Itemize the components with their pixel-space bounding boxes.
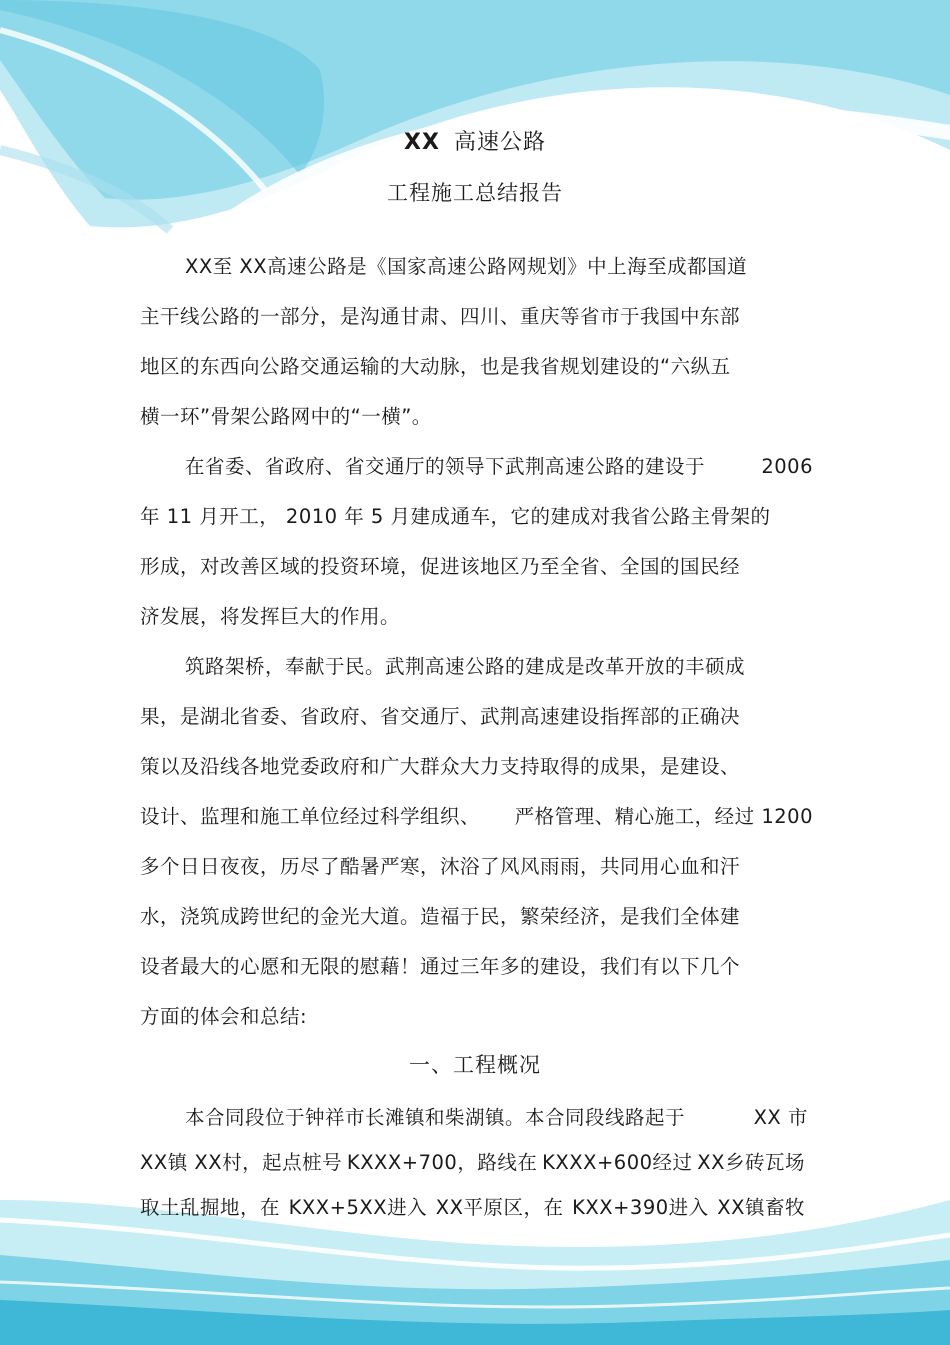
text-segment: 筑路架桥，奉献于民。武荆高速公路的建成是改革开放的丰硕成 (185, 655, 746, 678)
text-segment: XX镇畜牧 (717, 1196, 805, 1219)
paragraph-line (140, 801, 813, 833)
text-segment: XX乡砖瓦场 (697, 1151, 805, 1174)
paragraph-line (185, 651, 813, 683)
text-segment: 年 11 月开工， 2010 年 5 月建成通车，它的建成对我省公路主骨架的 (140, 505, 771, 528)
title-main: 高速公路 (453, 130, 546, 155)
text-segment: 方面的体会和总结: (140, 1005, 308, 1028)
text-segment: 形成，对改善区域的投资环境，促进该地区乃至全省、全国的国民经 (140, 555, 741, 578)
text-segment: 严格管理、精心施工，经过 1200 (514, 805, 813, 828)
section-heading: 一、工程概况 (409, 1053, 541, 1077)
paragraph-line (185, 1102, 808, 1134)
paragraph-line (140, 551, 820, 583)
text-segment: XX 市 (753, 1106, 808, 1129)
document-subtitle: 工程施工总结报告 (387, 181, 563, 205)
paragraph-line (140, 1001, 820, 1033)
document-title (0, 126, 950, 160)
text-segment: 2006 (761, 455, 813, 478)
text-segment: 横一环”骨架公路网中的“一横”。 (140, 405, 432, 428)
text-segment: 本合同段位于钟祥市长滩镇和柴湖镇。本合同段线路起于 (185, 1106, 686, 1129)
text-segment: 多个日日夜夜，历尽了酷暑严寒，沐浴了风风雨雨，共同用心血和汗 (140, 855, 741, 878)
paragraph-line (140, 351, 820, 383)
text-segment: KXXX+600经过 (542, 1151, 693, 1174)
paragraph-line (140, 401, 820, 433)
text-segment: KXX+390进入 (572, 1196, 709, 1219)
paragraph-line (140, 501, 820, 533)
title-prefix: XX (404, 130, 440, 155)
text-segment: XX平原区，在 (435, 1196, 564, 1219)
text-segment: XX镇 XX村，起点桩号 (140, 1151, 343, 1174)
text-segment: 取土乱掘地，在 (140, 1196, 281, 1219)
paragraph-line (140, 1192, 805, 1224)
text-segment: 主干线公路的一部分，是沟通甘肃、四川、重庆等省市于我国中东部 (140, 305, 741, 328)
paragraph-line (140, 951, 820, 983)
paragraph-line (140, 301, 820, 333)
text-segment: 在省委、省政府、省交通厅的领导下武荆高速公路的建设于 (185, 455, 706, 478)
text-segment: 水，浇筑成跨世纪的金光大道。造福于民，繁荣经济，是我们全体建 (140, 905, 741, 928)
paragraph-line (140, 751, 820, 783)
text-segment: 济发展，将发挥巨大的作用。 (140, 605, 401, 628)
paragraph-line (140, 601, 820, 633)
text-segment: 地区的东西向公路交通运输的大动脉，也是我省规划建设的“六纵五 (140, 355, 731, 378)
text-segment: 设者最大的心愿和无限的慰藉！通过三年多的建设，我们有以下几个 (140, 955, 741, 978)
paragraph-line (185, 251, 813, 283)
paragraph-line (140, 851, 820, 883)
text-segment: KXXX+700，路线在 (346, 1151, 538, 1174)
paragraph-line (140, 901, 820, 933)
paragraph-line (185, 451, 813, 483)
text-segment: 策以及沿线各地党委政府和广大群众大力支持取得的成果，是建设、 (140, 755, 741, 778)
paragraph-line (140, 701, 820, 733)
text-segment: XX至 XX高速公路是《国家高速公路网规划》中上海至成都国道 (185, 255, 748, 278)
text-segment: 设计、监理和施工单位经过科学组织、 (140, 805, 481, 828)
text-segment: 果，是湖北省委、省政府、省交通厅、武荆高速建设指挥部的正确决 (140, 705, 741, 728)
paragraph-line (140, 1147, 805, 1179)
text-segment: KXX+5XX进入 (288, 1196, 428, 1219)
